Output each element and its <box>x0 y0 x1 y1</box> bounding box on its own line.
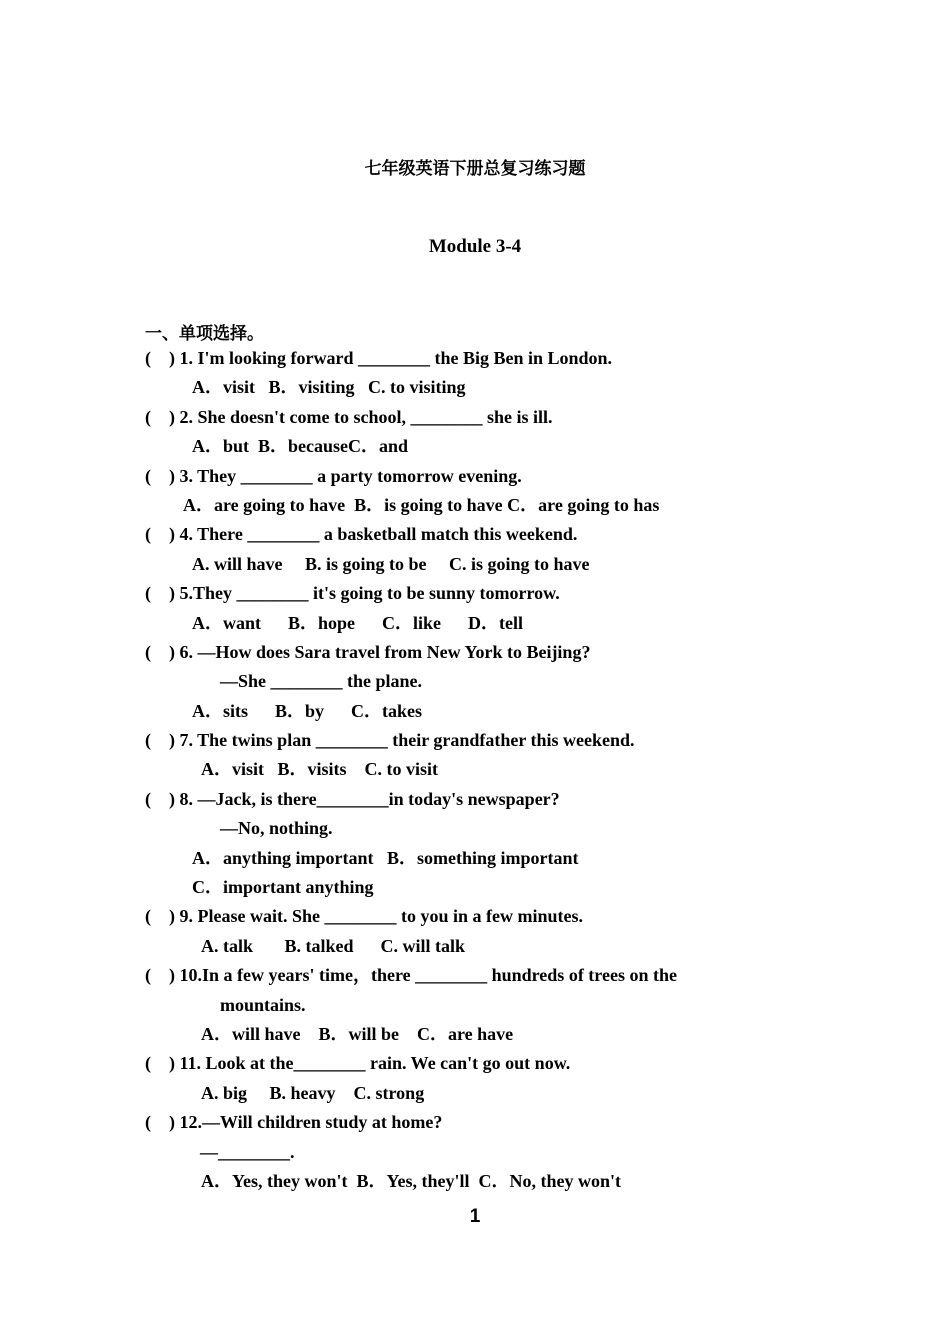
question-4-options: A. will have B. is going to be C. is going to have <box>192 553 590 574</box>
question-5-options: A．want B．hope C．like D．tell <box>192 612 524 633</box>
question-2-options: A．but B．becauseC．and <box>192 436 409 457</box>
question-list <box>145 344 785 1196</box>
question-6-options: A．sits B．by C．takes <box>192 700 423 721</box>
question-1-stem: ( ) 1. I'm looking forward ________ the Big Ben in London. <box>145 348 613 368</box>
question-7-options: A．visit B．visits C. to visit <box>201 759 439 780</box>
question-2-stem: ( ) 2. She doesn't come to school, ________ she is ill. <box>145 406 553 427</box>
question-7-stem: ( ) 7. The twins plan ________ their grandfather this weekend. <box>145 730 635 751</box>
page-number: 1 <box>469 1206 481 1227</box>
question-12-options: A．Yes, they won't B．Yes, they'll C．No, they won't <box>201 1170 621 1191</box>
question-11-stem: ( ) 11. Look at the________ rain. We can't go out now. <box>145 1053 571 1074</box>
question-8-continuation: —No, nothing. <box>220 818 333 839</box>
section-heading: 一、单项选择。 <box>145 324 264 344</box>
question-3-stem: ( ) 3. They ________ a party tomorrow evening. <box>145 465 522 486</box>
document-title: 七年级英语下册总复习练习题 <box>364 159 586 179</box>
question-12-continuation: —________. <box>200 1141 295 1162</box>
question-8-options-line-2: C．important anything <box>192 877 374 898</box>
question-9-stem: ( ) 9. Please wait. She ________ to you in a few minutes. <box>145 906 583 927</box>
question-10-continuation: mountains. <box>220 994 306 1015</box>
question-1-options: A．visit B．visiting C. to visiting <box>192 377 466 398</box>
question-6-stem: ( ) 6. —How does Sara travel from New York to Beijing? <box>145 641 591 662</box>
question-8-options-line-1: A．anything important B．something important <box>192 847 579 868</box>
question-10-options: A．will have B．will be C．are have <box>201 1023 514 1044</box>
document-subtitle: Module 3-4 <box>428 236 522 257</box>
question-4-stem: ( ) 4. There ________ a basketball match this weekend. <box>145 524 578 545</box>
question-10-stem: ( ) 10.In a few years' time，there ________ hundreds of trees on the <box>145 965 677 986</box>
question-3-options: A．are going to have B．is going to have C．are going to has <box>183 494 660 515</box>
question-11-options: A. big B. heavy C. strong <box>201 1082 425 1103</box>
question-5-stem: ( ) 5.They ________ it's going to be sunny tomorrow. <box>145 583 560 604</box>
question-6-continuation: —She ________ the plane. <box>220 671 423 692</box>
question-9-options: A. talk B. talked C. will talk <box>201 935 466 956</box>
question-12-stem: ( ) 12.—Will children study at home? <box>145 1112 443 1133</box>
question-8-stem: ( ) 8. —Jack, is there________in today's newspaper? <box>145 788 560 809</box>
